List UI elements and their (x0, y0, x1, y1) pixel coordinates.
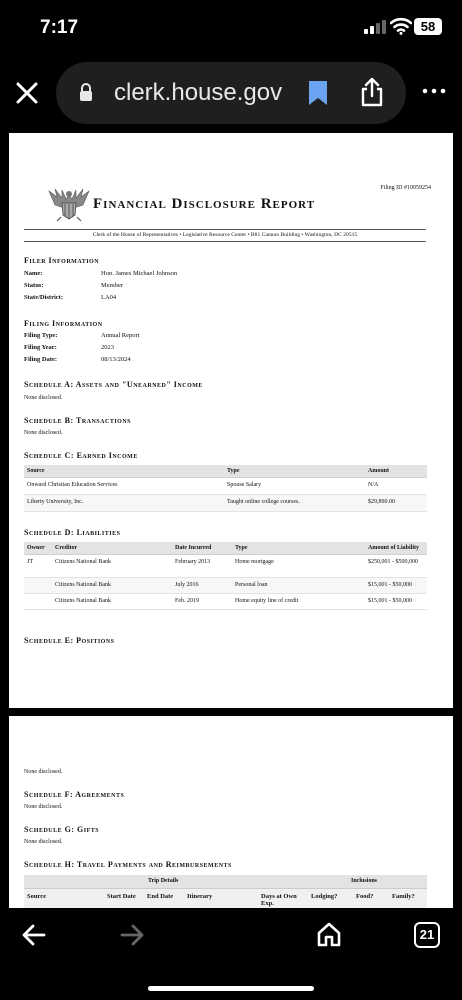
share-icon[interactable] (360, 77, 384, 107)
schedule-b-note: None disclosed. (24, 430, 63, 436)
table-group-header (24, 875, 427, 889)
bookmark-icon[interactable] (308, 80, 328, 106)
forward-arrow-icon[interactable] (120, 924, 144, 946)
battery-indicator: 58 (414, 18, 442, 35)
schedule-f-heading: Schedule F: Agreements (24, 790, 125, 799)
column-header: Owner (24, 542, 52, 555)
column-header: Amount of Liability (365, 542, 427, 555)
schedule-h-heading: Schedule H: Travel Payments and Reimbursements (24, 860, 232, 869)
column-header: End Date (147, 893, 174, 900)
table-row: JT Citizens National Bank February 2013 Home mortgage $250,001 - $500,000 (24, 555, 427, 578)
browser-bottom-bar (0, 908, 462, 1000)
column-header: Type (224, 465, 365, 478)
column-header: Lodging? (311, 893, 338, 900)
column-header: Date Incurred (172, 542, 232, 555)
table-header-row (24, 465, 427, 478)
column-header: Source (24, 465, 224, 478)
schedule-c-table (24, 465, 427, 512)
document-page-2 (9, 716, 453, 908)
schedule-a-heading: Schedule A: Assets and "Unearned" Income (24, 380, 203, 389)
column-header: Family? (392, 893, 415, 900)
schedule-g-heading: Schedule G: Gifts (24, 825, 100, 834)
schedule-h-table (24, 875, 427, 908)
filer-info-heading: Filer Information (24, 256, 100, 265)
status-bar (0, 0, 462, 58)
table-row: Citizens National Bank Feb. 2019 Home equity line of credit $15,001 - $50,000 (24, 594, 427, 610)
column-header: Creditor (52, 542, 172, 555)
filing-id: Filing ID #10059254 (380, 185, 431, 191)
schedule-d-heading: Schedule D: Liabilities (24, 528, 121, 537)
table-header-row (24, 542, 427, 555)
filing-info-heading: Filing Information (24, 319, 103, 328)
schedule-e-heading: Schedule E: Positions (24, 636, 115, 645)
schedule-b-heading: Schedule B: Transactions (24, 416, 131, 425)
schedule-e-note: None disclosed. (24, 769, 63, 775)
table-row: Citizens National Bank July 2016 Personal loan $15,001 - $50,000 (24, 578, 427, 594)
column-header: Days at Own Exp. (261, 893, 297, 907)
column-header: Food? (356, 893, 374, 900)
schedule-d-table (24, 542, 427, 610)
filing-type-row: Filing Type: Annual Report (24, 332, 140, 339)
inclusions-group: Inclusions (351, 878, 378, 884)
filing-date-row: Filing Date: 08/13/2024 (24, 356, 131, 363)
filer-status-row: Status: Member (24, 282, 124, 289)
filer-district-row: State/District: LA04 (24, 294, 117, 301)
column-header: Itinerary (187, 893, 213, 900)
clerk-address-line: Clerk of the House of Representatives • Legislative Resource Center • B81 Cannon Building • Washington, DC 20515 (24, 229, 426, 242)
schedule-g-note: None disclosed. (24, 839, 63, 845)
trip-details-group: Trip Details (148, 878, 179, 884)
url-text: clerk.house.gov (114, 79, 283, 106)
address-bar[interactable] (56, 62, 406, 124)
table-row: Liberty University, Inc. Taught online college courses. $29,890.00 (24, 495, 427, 512)
status-time: 7:17 (40, 17, 79, 38)
schedule-a-note: None disclosed. (24, 395, 63, 401)
cellular-signal-icon (364, 20, 388, 34)
house-seal-icon (47, 185, 91, 223)
wifi-icon (390, 17, 412, 35)
filing-year-row: Filing Year: 2023 (24, 344, 114, 351)
document-page-1 (9, 133, 453, 708)
column-header: Source (27, 893, 47, 900)
home-indicator (148, 986, 314, 991)
close-icon[interactable] (14, 80, 40, 106)
table-header-row (24, 889, 427, 908)
column-header: Amount (365, 465, 427, 478)
home-icon[interactable] (316, 921, 342, 947)
filer-name-row: Name: Hon. James Michael Johnson (24, 270, 178, 277)
more-options-icon[interactable] (422, 86, 446, 96)
lock-icon (78, 82, 94, 102)
back-arrow-icon[interactable] (22, 924, 46, 946)
browser-toolbar (0, 58, 462, 130)
table-row: Onward Christian Education Services Spouse Salary N/A (24, 478, 427, 495)
column-header: Type (232, 542, 365, 555)
tabs-button[interactable]: 21 (414, 922, 440, 948)
schedule-f-note: None disclosed. (24, 804, 63, 810)
report-title: Financial Disclosure Report (93, 196, 316, 212)
column-header: Start Date (107, 893, 136, 900)
schedule-c-heading: Schedule C: Earned Income (24, 451, 138, 460)
